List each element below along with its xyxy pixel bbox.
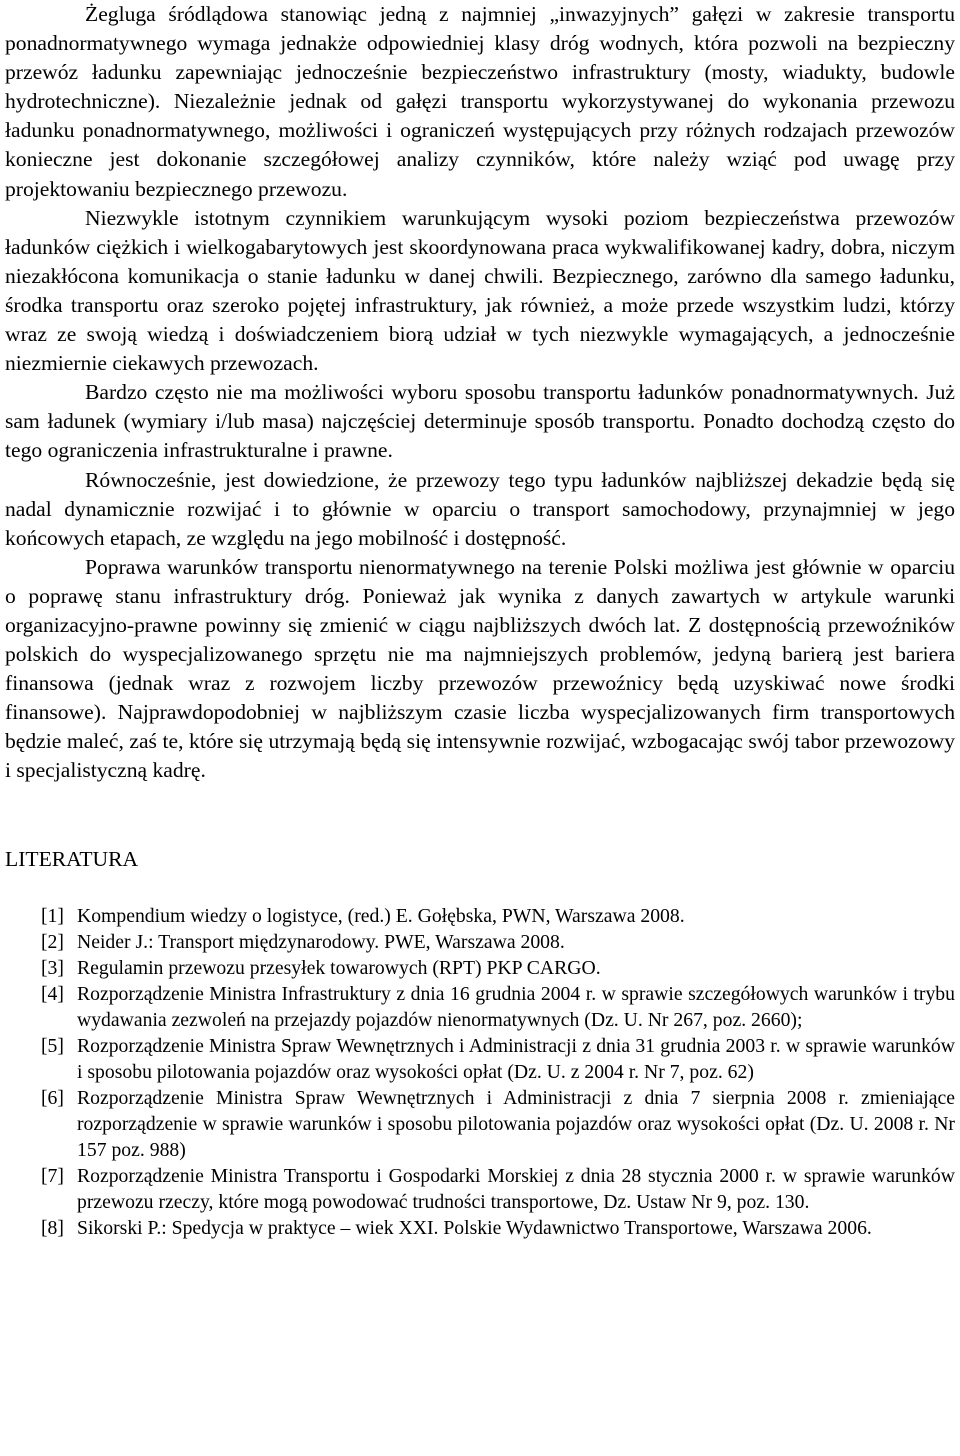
reference-number: [4] [41,982,64,1005]
reference-text: Neider J.: Transport międzynarodowy. PWE, Warszawa 2008. [77,930,565,953]
literature-heading: LITERATURA [5,846,139,871]
reference-item [5,903,955,929]
reference-number: [5] [41,1034,64,1057]
reference-number: [1] [41,904,64,927]
reference-text: Rozporządzenie Ministra Transportu i Gospodarki Morskiej z dnia 28 stycznia 2000 r. w sprawie warunków przewozu rzeczy, które mogą powodować trudności transportowe, Dz. Ustaw Nr 9, poz. 130. [77,1164,955,1213]
reference-item [5,1085,955,1163]
reference-number: [7] [41,1164,64,1187]
reference-item [5,1215,955,1241]
reference-number: [6] [41,1086,64,1109]
reference-text: Regulamin przewozu przesyłek towarowych (RPT) PKP CARGO. [77,956,601,979]
paragraph: Równocześnie, jest dowiedzione, że przewozy tego typu ładunków najbliższej dekadzie będą się nadal dynamicznie rozwijać i to głównie w oparciu o transport samochodowy, przynajmniej w jego końcowych etapach, ze względu na jego mobilność i dostępność. [5,467,955,550]
reference-item [5,955,955,981]
reference-number: [2] [41,930,64,953]
reference-text: Kompendium wiedzy o logistyce, (red.) E. Gołębska, PWN, Warszawa 2008. [77,904,685,927]
reference-text: Sikorski P.: Spedycja w praktyce – wiek XXI. Polskie Wydawnictwo Transportowe, Warszawa 2006. [77,1216,872,1239]
reference-list [5,903,955,1241]
reference-item [5,1163,955,1215]
paragraph: Niezwykle istotnym czynnikiem warunkującym wysoki poziom bezpieczeństwa przewozów ładunków ciężkich i wielkogabarytowych jest skoordynowana praca wykwalifikowanej kadry, dobra, niczym niezakłócona komunikacja o stanie ładunku w danej chwili. Bezpiecznego, zarówno dla samego ładunku, środka transportu oraz szeroko pojętej infrastruktury, jak również, a może przede wszystkim ludzi, którzy wraz ze swoją wiedzą i doświadczeniem biorą udział w tych niezwykle wymagających, a jednocześnie niezmiernie ciekawych przewozach. [5,205,955,376]
reference-text: Rozporządzenie Ministra Infrastruktury z dnia 16 grudnia 2004 r. w sprawie szczegółowych warunków i trybu wydawania zezwoleń na przejazdy pojazdów nienormatywnych (Dz. U. Nr 267, poz. 2660); [77,982,955,1031]
paragraph: Żegluga śródlądowa stanowiąc jedną z najmniej „inwazyjnych” gałęzi w zakresie transportu ponadnormatywnego wymaga jednakże odpowiedniej klasy dróg wodnych, która pozwoli na bezpieczny przewóz ładunku zapewniając jednocześnie bezpieczeństwo infrastruktury (mosty, wiadukty, budowle hydrotechniczne). Niezależnie jednak od gałęzi transportu wykorzystywanej do wykonania przewozu ładunku ponadnormatywnego, możliwości i ograniczeń występujących przy różnych rodzajach przewozów konieczne jest dokonanie szczegółowej analizy czynników, które należy wziąć pod uwagę przy projektowaniu bezpiecznego przewozu. [5,2,955,201]
reference-item [5,1033,955,1085]
body-text [5,0,955,786]
reference-text: Rozporządzenie Ministra Spraw Wewnętrznych i Administracji z dnia 31 grudnia 2003 r. w sprawie warunków i sposobu pilotowania pojazdów oraz wysokości opłat (Dz. U. z 2004 r. Nr 7, poz. 62) [77,1034,955,1083]
paragraph: Bardzo często nie ma możliwości wyboru sposobu transportu ładunków ponadnormatywnych. Już sam ładunek (wymiary i/lub masa) najczęściej determinuje sposób transportu. Ponadto dochodzą często do tego ograniczenia infrastrukturalne i prawne. [5,380,955,463]
paragraph: Poprawa warunków transportu nienormatywnego na terenie Polski możliwa jest głównie w oparciu o poprawę stanu infrastruktury dróg. Ponieważ jak wynika z danych zawartych w artykule warunki organizacyjno-prawne powinny się zmienić w ciągu najbliższych dwóch lat. Z dostępnością przewoźników polskich do wyspecjalizowanego sprzętu nie ma najmniejszych problemów, jedyną barierą jest bariera finansowa (jednak wraz z rozwojem liczby przewozów przewoźnicy będą uzyskiwać nowe środki finansowe). Najprawdopodobniej w najbliższym czasie liczba wyspecjalizowanych firm transportowych będzie maleć, zaś te, które się utrzymają będą się intensywnie rozwijać, wzbogacając swój tabor przewozowy i specjalistyczną kadrę. [5,554,955,783]
document-page [5,0,955,1241]
reference-text: Rozporządzenie Ministra Spraw Wewnętrznych i Administracji z dnia 7 sierpnia 2008 r. zmieniające rozporządzenie w sprawie warunków i sposobu pilotowania pojazdów oraz wysokości opłat (Dz. U. 2008 r. Nr 157 poz. 988) [77,1086,955,1161]
reference-number: [3] [41,956,64,979]
reference-number: [8] [41,1216,64,1239]
reference-item [5,981,955,1033]
reference-item [5,929,955,955]
